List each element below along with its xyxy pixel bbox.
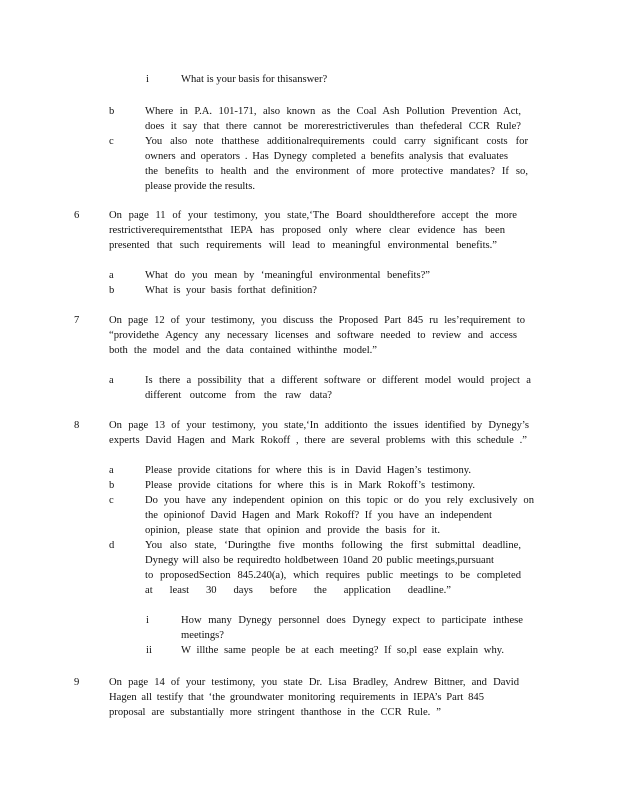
item-line: presented that such requirements will lead to meaningful environmental benefits.” (109, 240, 497, 251)
item-line: the opinionof David Hagen and Mark Rokoff? If you have an independent (145, 510, 492, 521)
item-text (145, 373, 531, 403)
item-line: You also state, ‘Duringthe five months following the first submittal deadline, (145, 540, 521, 551)
item-text (145, 538, 521, 598)
item-line: Hagen all testify that ‘the groundwater monitoring requirements in IEPA’s Part 845 (109, 692, 484, 703)
item-line: proposal are substantially more stringent thanthose in the CCR Rule. ” (109, 707, 441, 718)
item-label: d (109, 540, 115, 551)
item-line: How many Dynegy personnel does Dynegy expect to participate inthese (181, 615, 523, 626)
item-label: b (109, 480, 115, 491)
item-number: 6 (74, 210, 80, 221)
item-line: Please provide citations for where this is in David Hagen’s testimony. (145, 465, 471, 476)
item-label: a (109, 465, 114, 476)
item-line: different outcome from the raw data? (145, 390, 332, 401)
item-line: opinion, please state that opinion and provide the basis for it. (145, 525, 440, 536)
item-line: please provide the results. (145, 181, 256, 192)
item-label: ii (146, 645, 152, 656)
item-line: the benefits to health and the environment of more protective mandates? If so, (145, 166, 528, 177)
item-line: meetings? (181, 630, 224, 641)
item-text (109, 675, 519, 720)
item-line: What is your basis forthat definition? (145, 285, 317, 296)
item-line: What is your basis for thisanswer? (181, 74, 328, 85)
item-text (109, 418, 529, 448)
item-line: Dynegy will also be requiredto holdbetween 10and 20 public meetings,pursuant (145, 555, 494, 566)
item-label: a (109, 375, 114, 386)
item-line: Please provide citations for where this is in Mark Rokoff’s testimony. (145, 480, 475, 491)
item-text (145, 268, 430, 283)
item-label: i (146, 74, 149, 85)
item-text (145, 493, 534, 538)
item-line: Do you have any independent opinion on this topic or do you rely exclusively on (145, 495, 534, 506)
item-line: Where in P.A. 101-171, also known as the Coal Ash Pollution Prevention Act, (145, 106, 521, 117)
item-line: both the model and the data contained withinthe model.” (109, 345, 377, 356)
item-line: restrictiverequirementsthat IEPA has proposed only where clear evidence has been (109, 225, 505, 236)
item-text (145, 478, 475, 493)
item-label: c (109, 136, 114, 147)
item-line: On page 14 of your testimony, you state Dr. Lisa Bradley, Andrew Bittner, and David (109, 677, 519, 688)
item-label: c (109, 495, 114, 506)
item-line: at least 30 days before the application deadline.” (145, 585, 451, 596)
item-label: b (109, 285, 115, 296)
item-line: On page 12 of your testimony, you discuss the Proposed Part 845 ru les’requirement to (109, 315, 525, 326)
item-text (145, 134, 528, 194)
item-line: owners and operators . Has Dynegy completed a benefits analysis that evaluates (145, 151, 508, 162)
item-number: 9 (74, 677, 80, 688)
item-line: does it say that there cannot be morerestrictiverules than thefederal CCR Rule? (145, 121, 521, 132)
item-text (145, 104, 521, 134)
item-line: On page 11 of your testimony, you state,‘The Board shouldtherefore accept the more (109, 210, 517, 221)
item-text (109, 313, 525, 358)
item-text (145, 463, 471, 478)
item-line: What do you mean by ‘meaningful environmental benefits?” (145, 270, 430, 281)
item-label: b (109, 106, 115, 117)
item-line: You also note thatthese additionalrequirements could carry significant costs for (145, 136, 528, 147)
item-line: “providethe Agency any necessary licenses and software needed to review and access (109, 330, 517, 341)
item-line: experts David Hagen and Mark Rokoff , there are several problems with this schedule .” (109, 435, 527, 446)
item-line: Is there a possibility that a different software or different model would project a (145, 375, 531, 386)
item-line: W illthe same people be at each meeting? If so,pl ease explain why. (181, 645, 504, 656)
item-number: 8 (74, 420, 80, 431)
item-text (181, 613, 523, 643)
item-label: i (146, 615, 149, 626)
item-label: a (109, 270, 114, 281)
item-text (145, 283, 317, 298)
item-line: to proposedSection 845.240(a), which requires public meetings to be completed (145, 570, 521, 581)
item-number: 7 (74, 315, 80, 326)
item-text (181, 72, 341, 87)
item-text (109, 208, 517, 253)
item-line: On page 13 of your testimony, you state,‘In additionto the issues identified by Dynegy’s (109, 420, 529, 431)
item-text (181, 643, 504, 658)
